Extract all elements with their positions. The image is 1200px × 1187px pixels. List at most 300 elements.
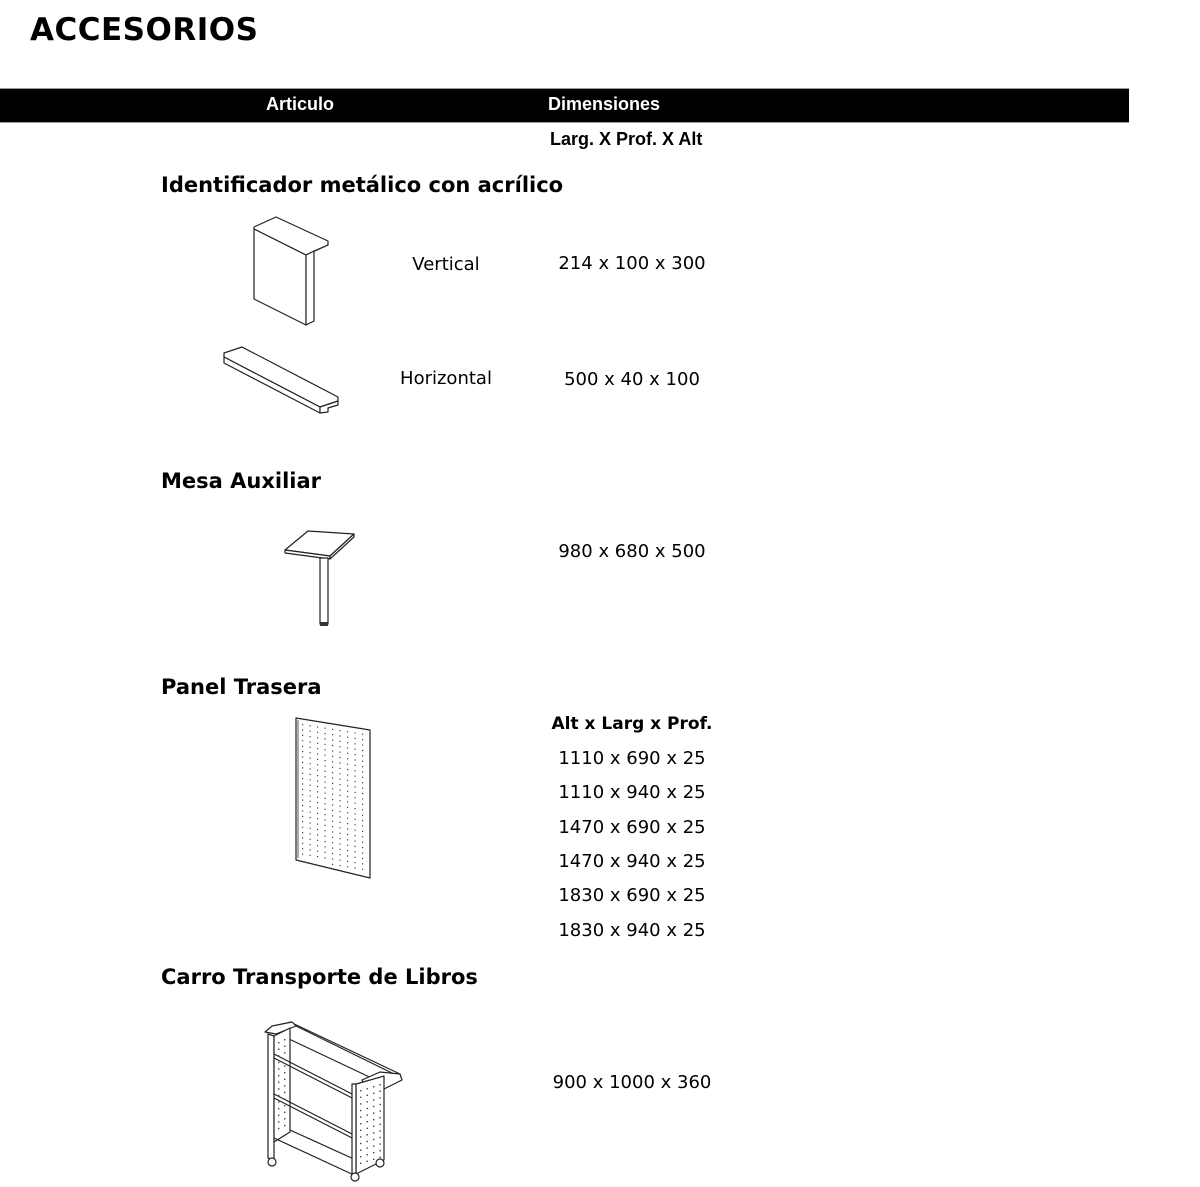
perforation-dot [355, 857, 356, 858]
perforation-dot [360, 1143, 361, 1144]
perforation-dot [302, 783, 303, 784]
perforation-dot [332, 740, 333, 741]
perforation-dot [278, 1108, 279, 1109]
perforation-dot [325, 798, 326, 799]
perforation-dot [325, 776, 326, 777]
perforation-dot [284, 1098, 285, 1099]
perforation-dot [302, 794, 303, 795]
perforation-dot [332, 734, 333, 735]
perforation-dot [347, 801, 348, 802]
perforation-dot [362, 755, 363, 756]
perforation-dot [317, 743, 318, 744]
perforation-dot [302, 816, 303, 817]
perforation-dot [373, 1145, 374, 1146]
perforation-dot [347, 818, 348, 819]
perforation-dot [347, 796, 348, 797]
perforation-dot [332, 815, 333, 816]
perforation-dot [362, 761, 363, 762]
perforation-dot [332, 761, 333, 762]
perforation-dot [317, 802, 318, 803]
perforation-dot [373, 1119, 374, 1120]
perforation-dot [325, 749, 326, 750]
perforation-dot [362, 820, 363, 821]
perforation-dot [355, 824, 356, 825]
perforation-dot [355, 754, 356, 755]
perforation-dot [278, 1055, 279, 1056]
perforation-dot [373, 1086, 374, 1087]
perforation-dot [310, 839, 311, 840]
dimension-value: 980 x 680 x 500 [558, 541, 706, 562]
perforation-dot [332, 799, 333, 800]
perforation-dot [317, 840, 318, 841]
perforation-dot [340, 779, 341, 780]
table-header-bar [0, 88, 1129, 123]
perforation-dot [317, 807, 318, 808]
perforation-dot [362, 863, 363, 864]
perforation-dot [347, 807, 348, 808]
perforation-dot [340, 752, 341, 753]
perforation-dot [380, 1097, 381, 1098]
perforation-dot [278, 1088, 279, 1089]
perforation-dot [325, 846, 326, 847]
perforation-dot [340, 806, 341, 807]
perforation-dot [347, 812, 348, 813]
perforation-dot [355, 765, 356, 766]
perforation-dot [362, 858, 363, 859]
perforation-dot [340, 822, 341, 823]
page-title: ACCESORIOS [30, 12, 259, 48]
perforation-dot [340, 757, 341, 758]
perforation-dot [360, 1110, 361, 1111]
perforation-dot [302, 735, 303, 736]
perforation-dot [373, 1132, 374, 1133]
perforation-dot [340, 816, 341, 817]
perforation-dot [362, 798, 363, 799]
perforated-back-panel-drawing [294, 716, 374, 881]
perforation-dot [317, 770, 318, 771]
perforation-dot [362, 869, 363, 870]
perforation-dot [355, 808, 356, 809]
perforation-dot [310, 758, 311, 759]
perforation-dot [362, 771, 363, 772]
perforation-dot [317, 824, 318, 825]
perforation-dot [340, 773, 341, 774]
perforation-dot [347, 764, 348, 765]
perforation-dot [355, 851, 356, 852]
perforation-dot [355, 846, 356, 847]
variant-label-horizontal: Horizontal [400, 368, 492, 389]
perforation-dot [325, 765, 326, 766]
perforation-dot [325, 830, 326, 831]
perforation-dot [325, 792, 326, 793]
perforation-dot [317, 780, 318, 781]
perforation-dot [310, 747, 311, 748]
perforation-dot [332, 842, 333, 843]
perforation-dot [347, 845, 348, 846]
perforation-dot [367, 1141, 368, 1142]
perforation-dot [355, 819, 356, 820]
perforation-dot [310, 849, 311, 850]
perforation-dot [362, 804, 363, 805]
perforation-dot [347, 780, 348, 781]
perforation-dot [340, 800, 341, 801]
perforation-dot [373, 1139, 374, 1140]
perforation-dot [332, 831, 333, 832]
perforation-dot [367, 1161, 368, 1162]
perforation-dot [347, 769, 348, 770]
perforation-dot [317, 748, 318, 749]
perforation-dot [380, 1150, 381, 1151]
perforation-dot [362, 750, 363, 751]
perforation-dot [360, 1090, 361, 1091]
perforation-dot [332, 837, 333, 838]
perforation-dot [302, 843, 303, 844]
perforation-dot [362, 777, 363, 778]
perforation-dot [373, 1093, 374, 1094]
perforation-dot [302, 767, 303, 768]
perforation-dot [340, 784, 341, 785]
perforation-dot [278, 1115, 279, 1116]
perforation-dot [284, 1059, 285, 1060]
perforation-dot [373, 1159, 374, 1160]
dimension-value: 1470 x 690 x 25 [558, 817, 706, 838]
dimension-format-label: Larg. X Prof. X Alt [550, 129, 703, 149]
perforation-dot [284, 1085, 285, 1086]
perforation-dot [355, 840, 356, 841]
dimension-value: 1470 x 940 x 25 [558, 851, 706, 872]
perforation-dot [284, 1072, 285, 1073]
perforation-dot [332, 826, 333, 827]
perforation-dot [302, 832, 303, 833]
perforation-dot [347, 834, 348, 835]
perforation-dot [317, 818, 318, 819]
perforation-dot [340, 860, 341, 861]
variant-label-vertical: Vertical [412, 254, 480, 275]
perforation-dot [278, 1062, 279, 1063]
perforation-dot [302, 724, 303, 725]
perforation-dot [360, 1130, 361, 1131]
perforation-dot [340, 849, 341, 850]
perforation-dot [340, 741, 341, 742]
perforation-dot [367, 1128, 368, 1129]
perforation-dot [310, 822, 311, 823]
perforation-dot [347, 823, 348, 824]
perforation-dot [325, 787, 326, 788]
dimension-value: 1830 x 940 x 25 [558, 920, 706, 941]
perforation-dot [310, 768, 311, 769]
perforation-dot [332, 804, 333, 805]
perforation-dot [317, 813, 318, 814]
perforation-dot [317, 786, 318, 787]
perforation-dot [332, 745, 333, 746]
perforation-dot [360, 1097, 361, 1098]
perforation-dot [340, 730, 341, 731]
perforation-dot [310, 817, 311, 818]
perforation-dot [367, 1121, 368, 1122]
perforation-dot [362, 847, 363, 848]
panel-dimension-format-label: Alt x Larg x Prof. [551, 714, 713, 734]
perforation-dot [362, 836, 363, 837]
section-title-back-panel: Panel Trasera [161, 675, 322, 699]
perforation-dot [332, 750, 333, 751]
perforation-dot [302, 762, 303, 763]
perforation-dot [380, 1130, 381, 1131]
perforation-dot [302, 848, 303, 849]
section-title-auxiliary-table: Mesa Auxiliar [161, 469, 321, 493]
perforation-dot [373, 1106, 374, 1107]
perforation-dot [310, 801, 311, 802]
perforation-dot [347, 747, 348, 748]
perforation-dot [340, 762, 341, 763]
perforation-dot [278, 1101, 279, 1102]
perforation-dot [332, 729, 333, 730]
perforation-dot [325, 782, 326, 783]
perforation-dot [360, 1163, 361, 1164]
perforation-dot [340, 746, 341, 747]
perforation-dot [310, 790, 311, 791]
perforation-dot [380, 1117, 381, 1118]
perforation-dot [332, 864, 333, 865]
perforation-dot [380, 1110, 381, 1111]
perforation-dot [355, 749, 356, 750]
perforation-dot [302, 821, 303, 822]
perforation-dot [310, 855, 311, 856]
perforation-dot [380, 1084, 381, 1085]
perforation-dot [332, 821, 333, 822]
perforation-dot [362, 825, 363, 826]
perforation-dot [325, 819, 326, 820]
perforation-dot [360, 1149, 361, 1150]
perforation-dot [278, 1128, 279, 1129]
perforation-dot [355, 776, 356, 777]
perforation-dot [332, 810, 333, 811]
perforation-dot [380, 1124, 381, 1125]
perforation-dot [284, 1039, 285, 1040]
perforation-dot [362, 788, 363, 789]
perforation-dot [332, 848, 333, 849]
dimension-value: 500 x 40 x 100 [564, 369, 700, 390]
perforation-dot [340, 768, 341, 769]
perforation-dot [360, 1123, 361, 1124]
perforation-dot [355, 830, 356, 831]
perforation-dot [347, 758, 348, 759]
perforation-dot [325, 857, 326, 858]
dimension-value: 214 x 100 x 300 [558, 253, 706, 274]
perforation-dot [367, 1101, 368, 1102]
perforation-dot [310, 795, 311, 796]
perforation-dot [367, 1108, 368, 1109]
perforation-dot [367, 1134, 368, 1135]
perforation-dot [317, 732, 318, 733]
perforation-dot [360, 1116, 361, 1117]
dimension-value: 1110 x 940 x 25 [558, 782, 706, 803]
perforation-dot [347, 850, 348, 851]
perforation-dot [380, 1091, 381, 1092]
perforation-dot [362, 809, 363, 810]
perforation-dot [347, 753, 348, 754]
perforation-dot [302, 827, 303, 828]
perforation-dot [355, 792, 356, 793]
perforation-dot [347, 861, 348, 862]
perforation-dot [317, 797, 318, 798]
perforation-dot [302, 778, 303, 779]
perforation-dot [317, 726, 318, 727]
book-cart-drawing [262, 1018, 407, 1183]
perforation-dot [332, 767, 333, 768]
perforation-dot [355, 786, 356, 787]
perforation-dot [317, 834, 318, 835]
perforation-dot [317, 764, 318, 765]
perforation-dot [310, 785, 311, 786]
perforation-dot [325, 841, 326, 842]
perforation-dot [340, 838, 341, 839]
perforation-dot [332, 788, 333, 789]
perforation-dot [340, 843, 341, 844]
perforation-dot [347, 774, 348, 775]
perforation-dot [317, 829, 318, 830]
perforation-dot [278, 1082, 279, 1083]
perforation-dot [284, 1046, 285, 1047]
perforation-dot [325, 803, 326, 804]
perforation-dot [355, 867, 356, 868]
perforation-dot [317, 775, 318, 776]
perforation-dot [362, 852, 363, 853]
perforation-dot [310, 741, 311, 742]
perforation-dot [347, 866, 348, 867]
perforation-dot [317, 759, 318, 760]
perforation-dot [302, 751, 303, 752]
perforation-dot [355, 835, 356, 836]
perforation-dot [362, 782, 363, 783]
perforation-dot [347, 855, 348, 856]
perforation-dot [302, 854, 303, 855]
perforation-dot [317, 845, 318, 846]
perforation-dot [310, 812, 311, 813]
perforation-dot [380, 1157, 381, 1158]
perforation-dot [302, 789, 303, 790]
perforation-dot [332, 772, 333, 773]
perforation-dot [362, 739, 363, 740]
perforation-dot [332, 853, 333, 854]
perforation-dot [332, 794, 333, 795]
perforation-dot [310, 736, 311, 737]
perforation-dot [380, 1143, 381, 1144]
perforation-dot [325, 852, 326, 853]
perforation-dot [355, 862, 356, 863]
perforation-dot [325, 809, 326, 810]
perforation-dot [310, 833, 311, 834]
perforation-dot [367, 1095, 368, 1096]
perforation-dot [332, 783, 333, 784]
section-title-book-cart: Carro Transporte de Libros [161, 965, 478, 989]
perforation-dot [302, 773, 303, 774]
perforation-dot [340, 789, 341, 790]
perforation-dot [355, 738, 356, 739]
perforation-dot [302, 756, 303, 757]
perforation-dot [360, 1103, 361, 1104]
perforation-dot [278, 1049, 279, 1050]
perforation-dot [373, 1126, 374, 1127]
perforation-dot [325, 836, 326, 837]
perforation-dot [284, 1105, 285, 1106]
perforation-dot [310, 779, 311, 780]
perforation-dot [302, 800, 303, 801]
perforation-dot [325, 760, 326, 761]
perforation-dot [310, 763, 311, 764]
perforation-dot [278, 1068, 279, 1069]
perforation-dot [347, 839, 348, 840]
perforation-dot [332, 858, 333, 859]
vertical-identifier-drawing [248, 215, 338, 330]
dimension-value: 900 x 1000 x 360 [552, 1072, 712, 1093]
perforation-dot [340, 833, 341, 834]
perforation-dot [362, 815, 363, 816]
perforation-dot [340, 795, 341, 796]
perforation-dot [325, 755, 326, 756]
perforation-dot [278, 1121, 279, 1122]
perforation-dot [355, 797, 356, 798]
perforation-dot [325, 733, 326, 734]
perforation-dot [347, 731, 348, 732]
perforation-dot [284, 1125, 285, 1126]
perforation-dot [317, 856, 318, 857]
perforation-dot [332, 777, 333, 778]
perforation-dot [278, 1095, 279, 1096]
perforation-dot [355, 781, 356, 782]
perforation-dot [347, 791, 348, 792]
perforation-dot [355, 759, 356, 760]
perforation-dot [367, 1154, 368, 1155]
perforation-dot [302, 837, 303, 838]
auxiliary-table-drawing [282, 530, 357, 630]
perforation-dot [347, 785, 348, 786]
perforation-dot [302, 740, 303, 741]
perforation-dot [373, 1152, 374, 1153]
perforation-dot [367, 1147, 368, 1148]
perforation-dot [340, 854, 341, 855]
perforation-dot [340, 735, 341, 736]
perforation-dot [332, 756, 333, 757]
perforation-dot [310, 725, 311, 726]
perforation-dot [302, 746, 303, 747]
perforation-dot [284, 1065, 285, 1066]
perforation-dot [362, 831, 363, 832]
perforation-dot [362, 842, 363, 843]
perforation-dot [380, 1137, 381, 1138]
section-title-identifier: Identificador metálico con acrílico [161, 173, 564, 197]
column-header-dimensions: Dimensiones [548, 94, 661, 114]
perforation-dot [367, 1114, 368, 1115]
perforation-dot [310, 844, 311, 845]
perforation-dot [360, 1136, 361, 1137]
perforation-dot [317, 753, 318, 754]
perforation-dot [284, 1052, 285, 1053]
perforation-dot [310, 752, 311, 753]
perforation-dot [360, 1156, 361, 1157]
column-header-article: Articulo [266, 94, 335, 114]
perforation-dot [362, 793, 363, 794]
perforation-dot [347, 737, 348, 738]
perforation-dot [347, 742, 348, 743]
perforation-dot [367, 1088, 368, 1089]
perforation-dot [317, 851, 318, 852]
perforation-dot [302, 805, 303, 806]
perforation-dot [310, 828, 311, 829]
perforation-dot [278, 1075, 279, 1076]
perforation-dot [284, 1112, 285, 1113]
perforation-dot [362, 734, 363, 735]
perforation-dot [284, 1092, 285, 1093]
